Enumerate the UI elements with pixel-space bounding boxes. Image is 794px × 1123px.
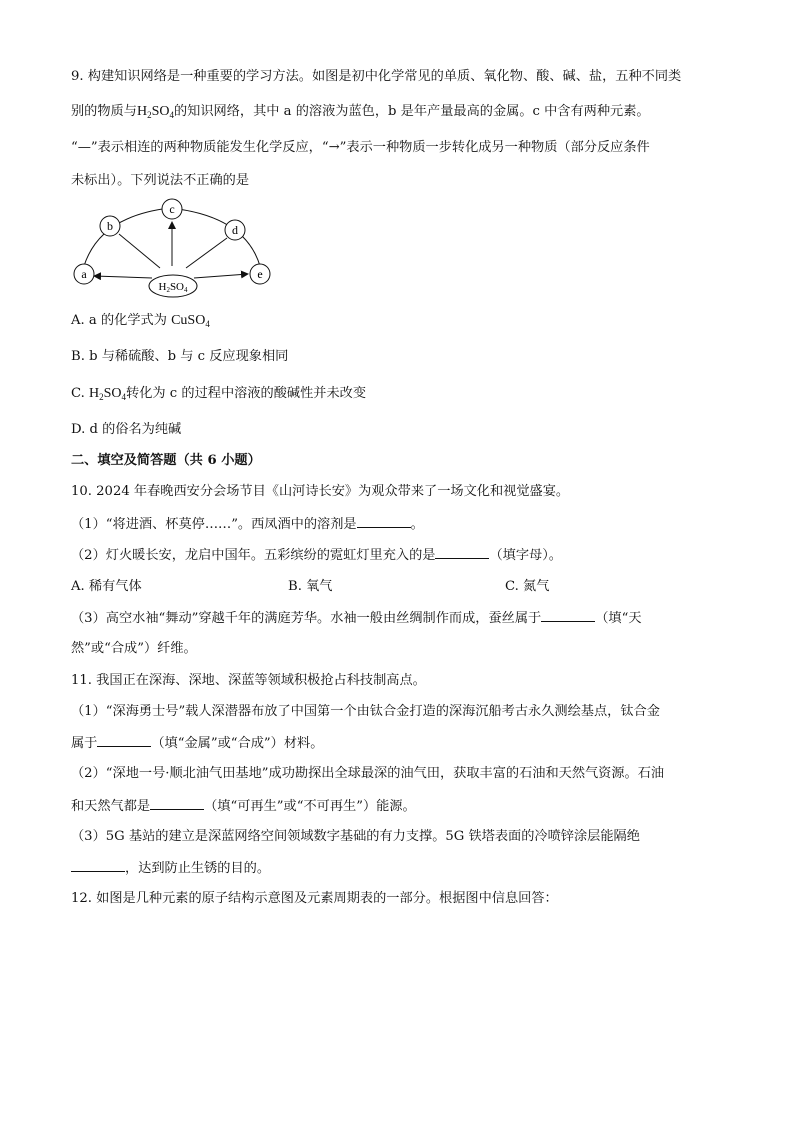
line-to-b <box>119 234 160 268</box>
q10-choice-c[interactable]: C. 氮气 <box>505 579 550 594</box>
formula-h: H <box>136 104 148 119</box>
q9-formula-h2so4 <box>137 104 174 119</box>
q11-part3: （3）5G 基站的建立是深蓝网络空间领域数字基础的有力支撑。5G 铁塔表面的冷喷锌涂层能隔绝 <box>71 829 640 844</box>
section-heading: 二、填空及简答题（共 6 小题） <box>71 453 261 468</box>
q11-p2-prefix: 和天然气都是 <box>71 799 151 814</box>
node-h2so4 <box>149 275 197 297</box>
formula-sub-4: 4 <box>169 110 174 120</box>
c-formula-sub-4: 4 <box>121 392 127 402</box>
c-formula-h: H <box>89 386 100 401</box>
q10-part3 <box>71 609 642 628</box>
q11-stem: 11. 我国正在深海、深地、深蓝等领域积极抢占科技制高点。 <box>71 673 426 688</box>
q10-p1-end: 。 <box>410 517 424 532</box>
q9-line2-a: 别的物质与 <box>71 104 137 119</box>
node-d-label: d <box>232 223 238 237</box>
q10-choice-b[interactable]: B. 氧气 <box>288 579 333 594</box>
q10-stem: 10. 2024 年春晚西安分会场节目《山河诗长安》为观众带来了一场文化和视觉盛宴。 <box>71 484 570 499</box>
answer-blank[interactable] <box>71 859 125 872</box>
q9-line1: 9. 构建知识网络是一种重要的学习方法。如图是初中化学常见的单质、氧化物、酸、碱、盐，五种不同类 <box>71 69 682 84</box>
node-b-label: b <box>107 219 113 233</box>
node-c <box>162 199 182 219</box>
option-c-prefix: C. <box>71 386 90 401</box>
q10-p3-end: （填“天 <box>595 611 642 626</box>
q11-part1: （1）“深海勇士号”载人深潜器布放了中国第一个由钛合金打造的深海沉船考古永久测绘基点，钛合金 <box>71 704 660 719</box>
option-c-text: 转化为 c 的过程中溶液的酸碱性并未改变 <box>126 386 367 401</box>
arrow-to-a <box>94 276 152 278</box>
node-e-label: e <box>257 267 263 281</box>
q10-p1-text: （1）“将进酒、杯莫停……”。西凤酒中的溶剂是 <box>71 517 357 532</box>
q11-p3-end: ，达到防止生锈的目的。 <box>125 861 271 876</box>
q11-part2-cont <box>71 797 416 816</box>
q10-part2 <box>71 546 562 565</box>
c-formula-so: SO <box>103 386 122 401</box>
option-a-text: A. a 的化学式为 <box>71 313 172 328</box>
node-e <box>250 264 270 284</box>
arrow-to-e <box>194 274 248 278</box>
q10-choice-a[interactable]: A. 稀有气体 <box>71 579 142 594</box>
q9-option-b[interactable]: B. b 与稀硫酸、b 与 c 反应现象相同 <box>71 349 289 364</box>
q10-p3-text: （3）高空水袖“舞动”穿越千年的满庭芳华。水袖一般由丝绸制作而成，蚕丝属于 <box>71 611 542 626</box>
answer-blank[interactable] <box>541 609 595 622</box>
knowledge-network-diagram <box>70 196 290 300</box>
line-to-d <box>186 238 227 268</box>
node-a <box>74 264 94 284</box>
answer-blank[interactable] <box>357 515 411 528</box>
q10-part1 <box>71 515 424 534</box>
q9-line3: “—”表示相连的两种物质能发生化学反应，“→”表示一种物质一步转化成另一种物质（部分反应条件 <box>71 140 650 155</box>
q11-p2-end: （填“可再生”或“不可再生”）能源。 <box>204 799 416 814</box>
q11-part3-cont <box>71 859 270 878</box>
answer-blank[interactable] <box>435 546 489 559</box>
q10-p2-text: （2）灯火暖长安，龙启中国年。五彩缤纷的霓虹灯里充入的是 <box>71 548 436 563</box>
node-h2so4-label: H2SO4 <box>158 281 188 294</box>
q9-option-a[interactable] <box>71 312 210 333</box>
q9-line2 <box>71 103 650 124</box>
option-c-formula <box>89 386 126 401</box>
q9-line4: 未标出）。下列说法不正确的是 <box>71 173 250 188</box>
q12-stem: 12. 如图是几种元素的原子结构示意图及元素周期表的一部分。根据图中信息回答： <box>71 891 558 906</box>
q11-part1-cont <box>71 734 323 753</box>
formula-sub-2: 2 <box>147 110 152 120</box>
answer-blank[interactable] <box>150 797 204 810</box>
q9-option-d[interactable]: D. d 的俗名为纯碱 <box>71 422 182 437</box>
option-a-formula-main: CuSO <box>171 313 206 328</box>
q10-p2-end: （填字母）。 <box>489 548 562 563</box>
q9-option-c[interactable] <box>71 385 366 406</box>
node-a-label: a <box>81 267 87 281</box>
q11-p1-prefix: 属于 <box>71 736 98 751</box>
q11-part2: （2）“深地一号·顺北油气田基地”成功勘探出全球最深的油气田，获取丰富的石油和天然气资源。石油 <box>71 766 665 781</box>
node-b <box>100 216 120 236</box>
c-formula-sub-2: 2 <box>99 392 104 402</box>
q10-part3-cont: 然”或“合成”）纤维。 <box>71 641 197 656</box>
answer-blank[interactable] <box>97 734 151 747</box>
q11-p1-end: （填“金属”或“合成”）材料。 <box>151 736 324 751</box>
option-a-formula <box>171 313 210 328</box>
option-a-formula-sub: 4 <box>205 319 210 329</box>
node-c-label: c <box>169 202 175 216</box>
q9-line2-b: 的知识网络，其中 a 的溶液为蓝色，b 是年产量最高的金属。c 中含有两种元素。 <box>173 104 650 119</box>
formula-so: SO <box>151 104 170 119</box>
node-d <box>225 220 245 240</box>
